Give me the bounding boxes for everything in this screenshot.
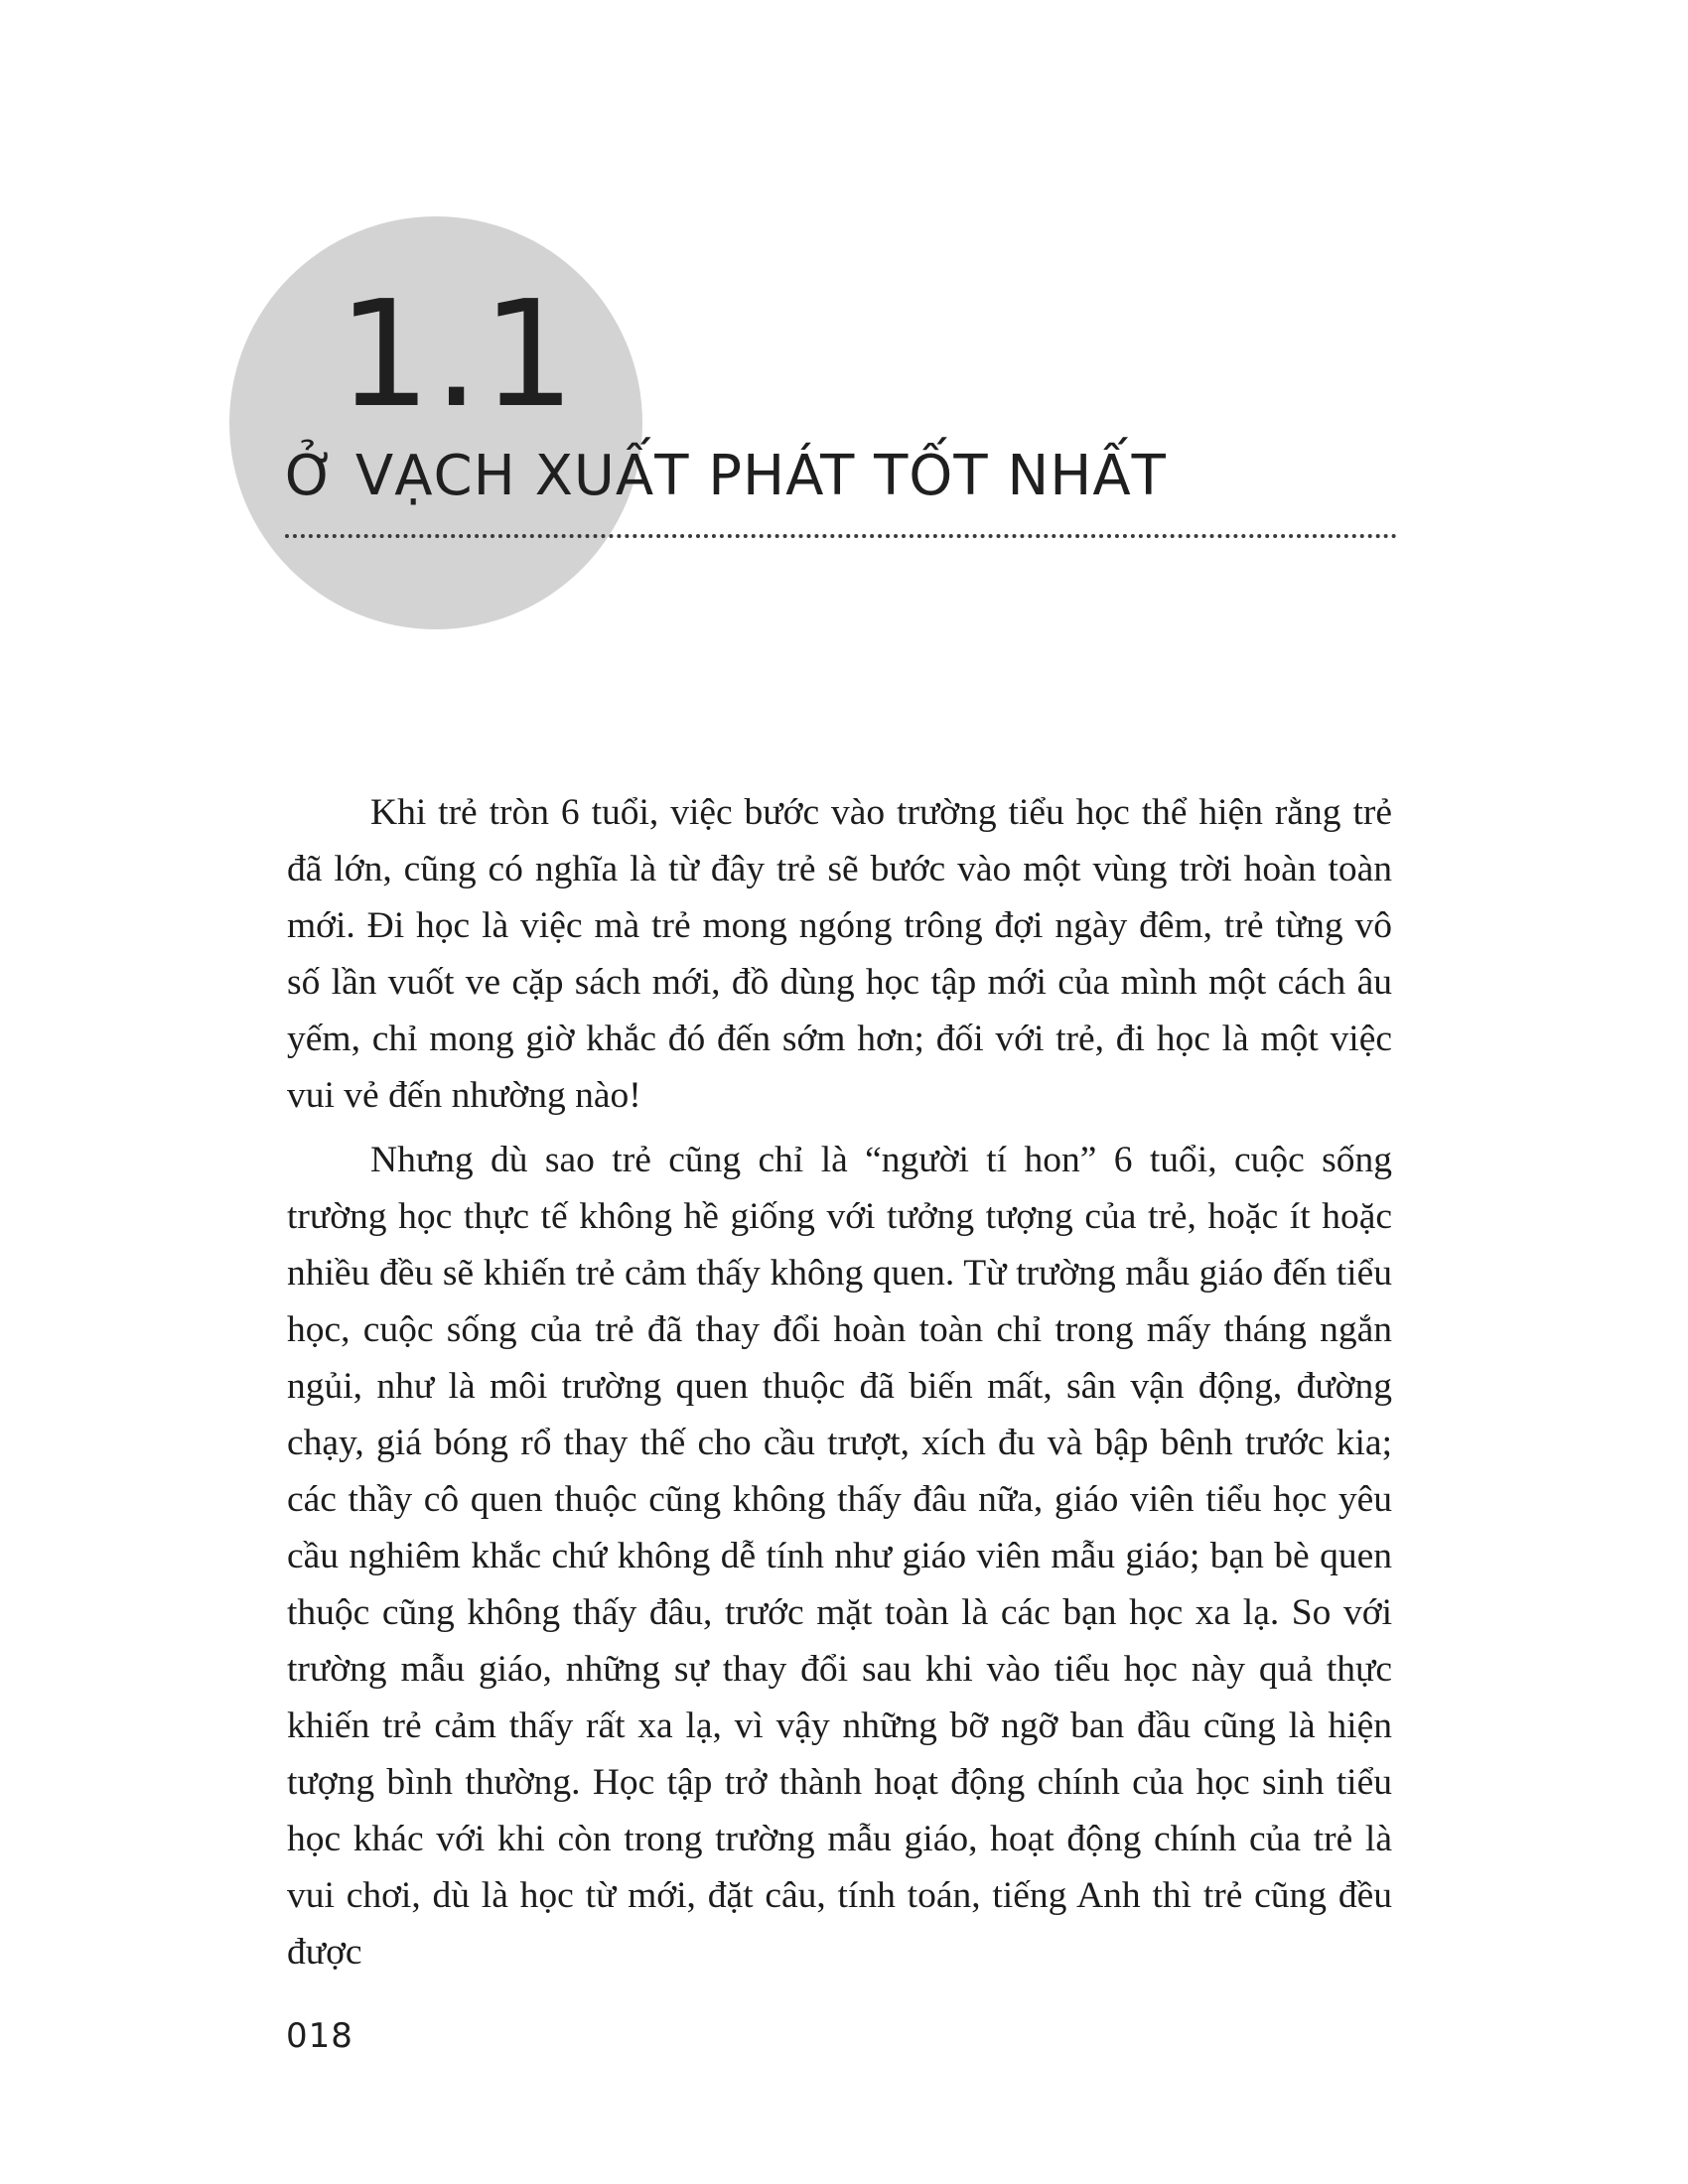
page-number: 018	[286, 2016, 353, 2056]
chapter-title: Ở VẠCH XUẤT PHÁT TỐT NHẤT	[285, 444, 1167, 508]
title-dotted-divider	[285, 534, 1397, 538]
chapter-number: 1.1	[338, 269, 578, 440]
paragraph-2: Nhưng dù sao trẻ cũng chỉ là “người tí hon” 6 tuổi, cuộc sống trường học thực tế không hề giống với tưởng tượng của trẻ, hoặc ít hoặc nhiều đều sẽ khiến trẻ cảm thấy không quen. Từ trường mẫu giáo đến tiểu học, cuộc sống của trẻ đã thay đổi hoàn toàn chỉ trong mấy tháng ngắn ngủi, như là môi trường quen thuộc đã biến mất, sân vận động, đường chạy, giá bóng rổ thay thế cho cầu trượt, xích đu và bập bênh trước kia; các thầy cô quen thuộc cũng không thấy đâu nữa, giáo viên tiểu học yêu cầu nghiêm khắc chứ không dễ tính như giáo viên mẫu giáo; bạn bè quen thuộc cũng không thấy đâu, trước mặt toàn là các bạn học xa lạ. So với trường mẫu giáo, những sự thay đổi sau khi vào tiểu học này quả thực khiến trẻ cảm thấy rất xa lạ, vì vậy những bỡ ngỡ ban đầu cũng là hiện tượng bình thường. Học tập trở thành hoạt động chính của học sinh tiểu học khác với khi còn trong trường mẫu giáo, hoạt động chính của trẻ là vui chơi, dù là học từ mới, đặt câu, tính toán, tiếng Anh thì trẻ cũng đều được	[287, 1140, 1392, 1973]
body-text	[287, 784, 1392, 1988]
paragraph-1: Khi trẻ tròn 6 tuổi, việc bước vào trường tiểu học thể hiện rằng trẻ đã lớn, cũng có nghĩa là từ đây trẻ sẽ bước vào một vùng trời hoàn toàn mới. Đi học là việc mà trẻ mong ngóng trông đợi ngày đêm, trẻ từng vô số lần vuốt ve cặp sách mới, đồ dùng học tập mới của mình một cách âu yếm, chỉ mong giờ khắc đó đến sớm hơn; đối với trẻ, đi học là một việc vui vẻ đến nhường nào!	[287, 792, 1392, 1116]
